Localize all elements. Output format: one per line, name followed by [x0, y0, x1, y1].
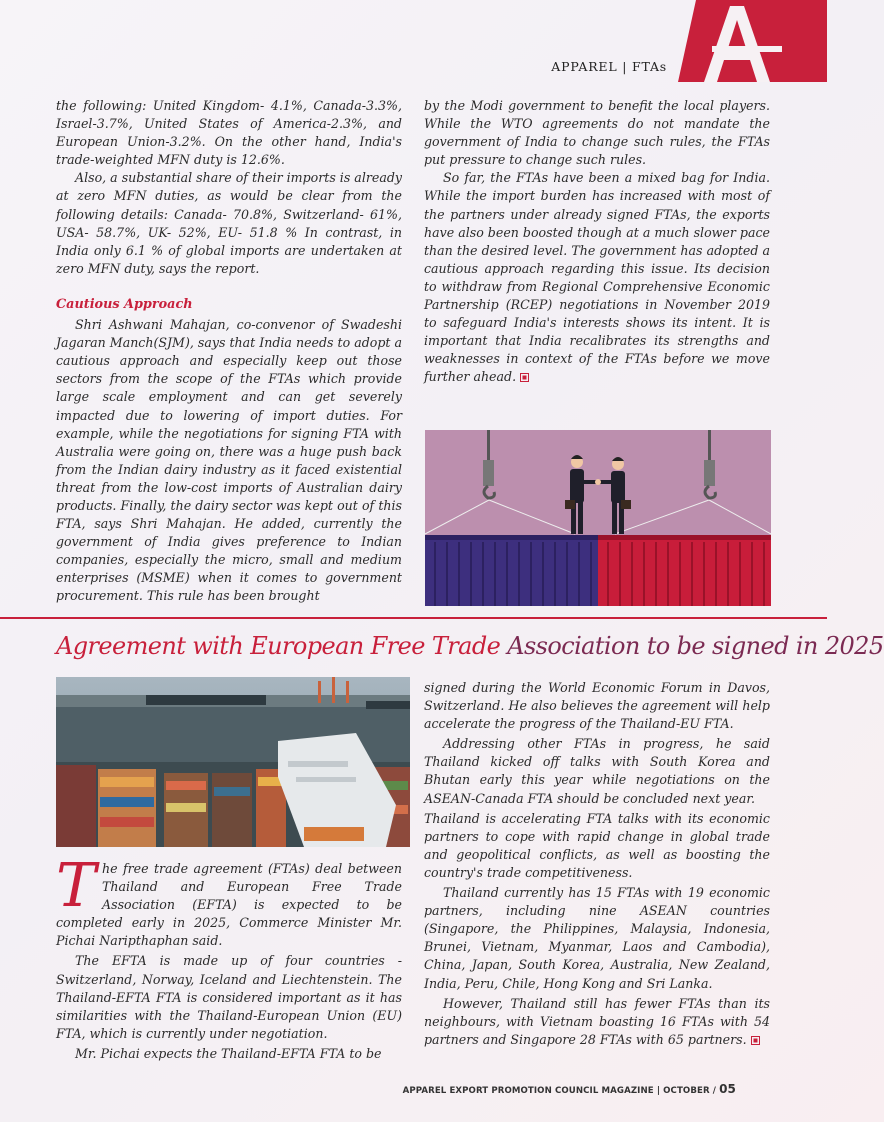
page-number: 05	[719, 1082, 736, 1096]
subheading: Cautious Approach	[56, 296, 193, 312]
headline-part-1: Agreement with European Free Trade	[56, 632, 508, 660]
bottom-left-column	[56, 851, 402, 1063]
paragraph-text: So far, the FTAs have been a mixed bag for India. While the import burden has increased with most of the partners under already signed FTAs, the exports have also been boosted though at a much slower pace than the desired level. The government has adopted a cautious approach regarding this issue. Its decision to withdraw from Regional Comprehensive Economic Partnership (RCEP) negotiations in November 2019 to safeguard India's interests shows its intent. It is important that India recalibrates its strengths and weaknesses in context of the FTAs before we move further ahead.	[424, 170, 770, 385]
paragraph: The EFTA is made up of four countries -Switzerland, Norway, Iceland and Liechtenstein. The Thailand-EFTA FTA is considered important as it has similarities with the Thailand-European Union (EU) FTA, which is currently under negotiation.	[56, 953, 402, 1041]
bottom-right-column	[424, 679, 770, 1049]
top-left-column	[56, 97, 402, 606]
paragraph	[424, 995, 770, 1049]
end-mark-icon	[751, 1036, 760, 1045]
section-divider	[0, 617, 827, 619]
lead-paragraph	[56, 851, 402, 950]
paragraph: Shri Ashwani Mahajan, co-convenor of Swadeshi Jagaran Manch(SJM), says that India needs to adopt a cautious approach and especially keep out those sectors from the scope of the FTAs which provide large scale employment and can get severely impacted due to lowering of import duties. For example, while the negotiations for signing FTA with Australia were going on, there was a huge push back from the Indian dairy industry as it faced existential threat from the low-cost imports of Australian dairy products. Finally, the dairy sector was kept out of this FTA, says Shri Mahajan. He added, currently the government of India gives preference to Indian companies, especially the micro, small and medium enterprises (MSME) when it comes to government procurement. This rule has been brought	[56, 317, 402, 604]
paragraph: Mr. Pichai expects the Thailand-EFTA FTA to be	[75, 1045, 382, 1061]
headline-part-2: Association to be signed in 2025	[507, 632, 884, 660]
paragraph: Thailand is accelerating FTA talks with its economic partners to cope with rapid change in global trade and geopolitical conflicts, as well as boosting the country's trade competitiveness.	[424, 810, 770, 880]
paragraph	[424, 169, 770, 386]
paragraph: the following: United Kingdom- 4.1%, Canada-3.3%, Israel-3.7%, United States of America-2.3%, and European Union-3.2%. On the other hand, India's trade-weighted MFN duty is 12.6%.	[56, 98, 402, 168]
top-right-column	[424, 97, 770, 387]
section-label: APPAREL | FTAs	[551, 59, 667, 74]
paragraph: Also, a substantial share of their imports is already at zero MFN duties, as would be clear from the following details: Canada- 70.8%, Switzerland- 61%, USA- 58.7%, UK- 52%, EU- 51.8 % In contrast, in India only 6.1 % of global imports are undertaken at zero MFN duty, says the report.	[56, 170, 402, 276]
footer-magazine: APPAREL EXPORT PROMOTION COUNCIL MAGAZINE | OCTOBER /	[402, 1086, 720, 1096]
page-footer	[403, 1082, 736, 1096]
end-mark-icon	[520, 373, 529, 382]
paragraph: Addressing other FTAs in progress, he said Thailand kicked off talks with South Korea and Bhutan early this year while negotiations on the ASEAN-Canada FTA should be concluded next year.	[424, 736, 770, 806]
paragraph: by the Modi government to benefit the local players. While the WTO agreements do not mandate the government of India to change such rules, the FTAs put pressure to change such rules.	[424, 98, 770, 168]
paragraph-text: However, Thailand still has fewer FTAs than its neighbours, with Vietnam boasting 16 FTAs with 54 partners and Singapore 28 FTAs with 65 partners.	[424, 995, 770, 1047]
paragraph: Thailand currently has 15 FTAs with 19 economic partners, including nine ASEAN countries (Singapore, the Philippines, Malaysia, Indonesia, Brunei, Vietnam, Myanmar, Laos and Cambodia), China, Japan, South Korea, Australia, New Zealand, India, Peru, Chile, Hong Kong and Sri Lanka.	[424, 885, 770, 991]
lead-text: he free trade agreement (FTAs) deal between Thailand and European Free Trade Association (EFTA) is expected to be completed early in 2025, Commerce Minister Mr. Pichai Naripthaphan said.	[56, 861, 402, 949]
trade-deal-illustration	[425, 430, 771, 606]
port-containers-photo	[56, 677, 410, 847]
magazine-logo	[678, 0, 827, 82]
drop-cap: T	[56, 851, 97, 921]
article-headline	[56, 632, 884, 660]
paragraph: signed during the World Economic Forum in Davos, Switzerland. He also believes the agreement will help accelerate the progress of the Thailand-EU FTA.	[424, 680, 770, 732]
